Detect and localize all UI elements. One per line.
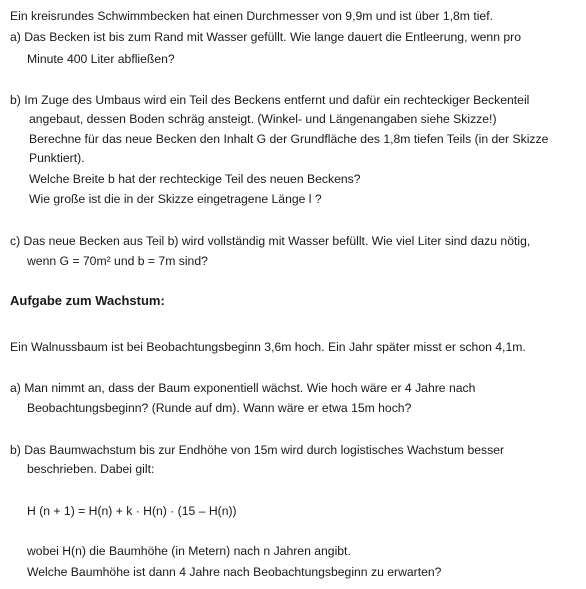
pool-part-c-line-1: c) Das neue Becken aus Teil b) wird vollständig mit Wasser befüllt. Wie viel Liter sind dazu nötig, [10, 234, 531, 248]
pool-part-b-line-6: Wie große ist die in der Skizze eingetragene Länge l ? [29, 192, 322, 206]
pool-part-a-line-1: a) Das Becken ist bis zum Rand mit Wasser gefüllt. Wie lange dauert die Entleerung, wenn pro [10, 30, 521, 44]
pool-part-b-line-5: Welche Breite b hat der rechteckige Teil des neuen Beckens? [29, 172, 361, 186]
pool-part-b-line-3: Berechne für das neue Becken den Inhalt G der Grundfläche des 1,8m tiefen Teils (in der Skizze [29, 132, 549, 146]
growth-intro: Ein Walnussbaum ist bei Beobachtungsbeginn 3,6m hoch. Ein Jahr später misst er schon 4,1m. [10, 340, 526, 354]
growth-part-a-line-2: Beobachtungsbeginn? (Runde auf dm). Wann wäre er etwa 15m hoch? [27, 401, 412, 415]
pool-part-b-line-1: b) Im Zuge des Umbaus wird ein Teil des Beckens entfernt und dafür ein rechteckiger Beckenteil [10, 93, 530, 107]
pool-part-c-line-2: wenn G = 70m² und b = 7m sind? [27, 254, 208, 268]
pool-part-b-line-4: Punktiert). [29, 151, 85, 165]
pool-part-b-line-2: angebaut, dessen Boden schräg ansteigt. (Winkel- und Längenangaben siehe Skizze!) [29, 112, 497, 126]
growth-part-b-line-1: b) Das Baumwachstum bis zur Endhöhe von 15m wird durch logistisches Wachstum besser [10, 443, 505, 457]
growth-part-a-line-1: a) Man nimmt an, dass der Baum exponentiell wächst. Wie hoch wäre er 4 Jahre nach [10, 381, 476, 395]
pool-intro: Ein kreisrundes Schwimmbecken hat einen Durchmesser von 9,9m und ist über 1,8m tief. [10, 9, 493, 23]
pool-part-a-line-2: Minute 400 Liter abfließen? [27, 52, 175, 66]
formula-note-line-1: wobei H(n) die Baumhöhe (in Metern) nach n Jahren angibt. [27, 544, 351, 558]
growth-heading: Aufgabe zum Wachstum: [10, 293, 165, 308]
growth-part-b-line-2: beschrieben. Dabei gilt: [27, 462, 155, 476]
logistic-formula: H (n + 1) = H(n) + k · H(n) · (15 – H(n)) [27, 504, 237, 518]
formula-note-line-2: Welche Baumhöhe ist dann 4 Jahre nach Beobachtungsbeginn zu erwarten? [27, 565, 442, 579]
